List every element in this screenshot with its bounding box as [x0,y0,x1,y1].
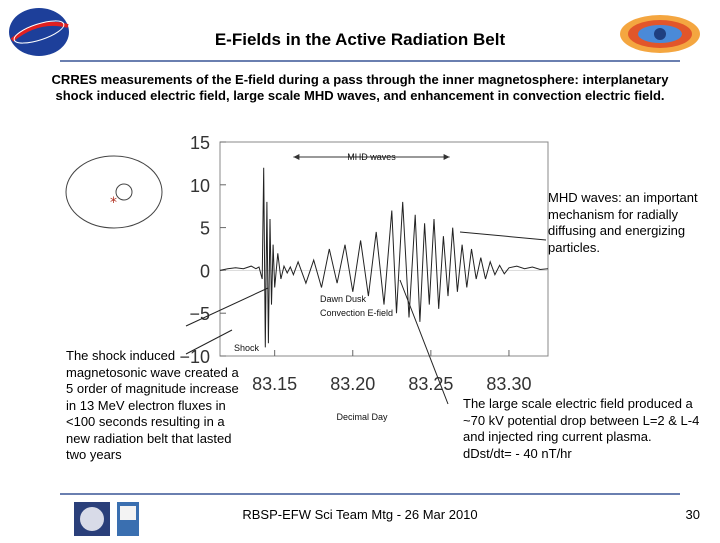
bottom-divider [60,493,680,495]
mhd-waves-label: MHD waves [347,152,396,162]
convection-label-line2: Convection E-field [320,308,394,318]
shock-label: Shock [234,343,260,353]
x-tick-label: 83.20 [330,374,376,394]
shock-note: The shock induced magnetosonic wave created a 5 order of magnitude increase in 13 MeV electron fluxes in <100 seconds resulting in a new radiation belt that lasted two years [66,348,239,462]
x-tick-label: 83.15 [252,374,298,394]
y-tick-label: 15 [189,133,210,153]
x-tick-label: 83.30 [486,374,532,394]
convection-label-line1: Dawn Dusk [320,294,367,304]
y-tick-label: 0 [199,261,210,282]
x-axis-label: Decimal Day [336,412,388,422]
slide-description: CRRES measurements of the E-field during a pass through the inner magnetosphere: interplanetary shock induced electric field, large scale MHD waves, and enhancement in convection electric field. [51,72,669,103]
y-tick-label: −5 [189,304,210,325]
page-number: 30 [685,507,700,522]
y-tick-label: 10 [189,175,210,196]
x-tick-label: 83.25 [408,374,454,394]
svg-text:*: * [110,195,117,211]
footer-meeting: RBSP-EFW Sci Team Mtg - 26 Mar 2010 [242,507,478,522]
mhd-waves-note: MHD waves: an important mechanism for radially diffusing and energizing particles. [548,190,698,255]
slide-title: E-Fields in the Active Radiation Belt [214,30,506,49]
y-tick-label: 5 [199,218,210,239]
y-tick-label: −10 [179,347,210,367]
electric-field-note: The large scale electric field produced a ~70 kV potential drop between L=2 & L-4 and injected ring current plasma. dDst/dt= - 40 nT/hr [463,396,700,461]
